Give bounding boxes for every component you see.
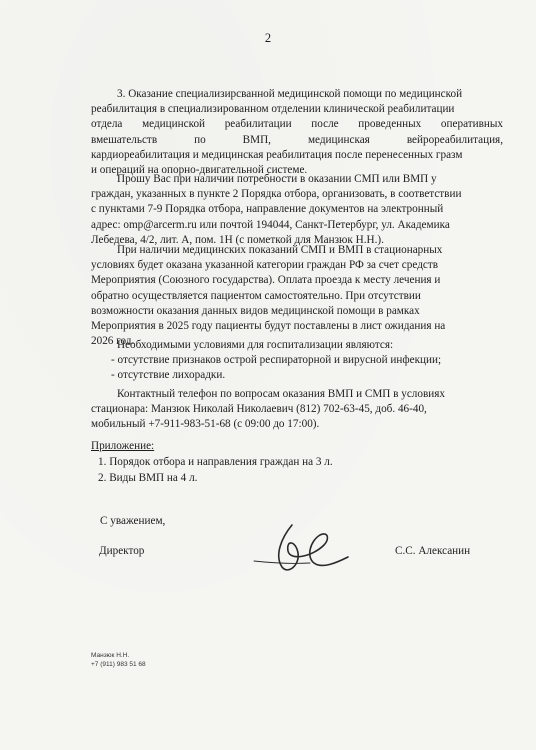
text-line: Мероприятия в 2025 году пациенты будут поставлены в лист ожидания на (91, 320, 446, 333)
page-number: 2 (264, 31, 272, 45)
text-line: Контактный телефон по вопросам оказания ВМП и СМП в условиях (117, 388, 445, 400)
handwritten-signature (252, 517, 352, 575)
hospitalization-conditions (91, 338, 503, 384)
text-line: вмешательств по ВМП, медицинская вейрореабилитация, (91, 133, 503, 146)
email-address-line: адрес: omp@arcerm.ru или почтой 194044, Санкт-Петербург, ул. Академика (91, 218, 450, 231)
text-line: с пунктами 7-9 Порядка отбора, направление документов на электронный (91, 203, 444, 216)
executor-name: Манзюк Н.Н. (91, 652, 130, 659)
hospitalization-heading: Необходимыми условиями для госпитализации являются: (117, 339, 394, 351)
text-line: 3. Оказание специализирсванной медицинской помощи по медицинской (117, 88, 463, 100)
director-label: Директор (99, 545, 145, 557)
closing-salutation: С уважением, (100, 515, 166, 527)
text-line: Лебедева, 4/2, лит. А, пом. 1Н (с пометкой для Манзюк Н.Н.). (91, 233, 384, 246)
text-line: кардиореабилитация и медицинская реабилитация после перенесенных грaзм (91, 148, 463, 161)
text-line: При наличии медицинских показаний СМП и ВМП в стационарных (117, 244, 443, 256)
attachment-item: 2. Виды ВМП на 4 л. (98, 471, 198, 484)
attachments-block (91, 439, 333, 486)
paragraph-contact (91, 387, 503, 433)
text-line: Мероприятия (Союзного государства). Оплата проезда к месту лечения и (91, 274, 441, 287)
paragraph-specialized-care (91, 87, 503, 178)
paragraph-request (91, 172, 503, 248)
text-line: и операций на опорно-двигательной системе. (91, 164, 308, 177)
text-line: 2026 год. (91, 335, 135, 348)
text-line: Прошу Вас при наличии потребности в оказании СМП или ВМП у (117, 173, 437, 185)
attachment-item: 1. Порядок отбора и направления граждан на 3 л. (98, 455, 333, 468)
text-line: мобильный +7-911-983-51-68 (с 09:00 до 17:00). (91, 418, 320, 431)
executor-phone: +7 (911) 983 51 68 (91, 661, 146, 668)
condition-item: - отсутствие признаков острой респираторной и вирусной инфекции; (111, 354, 442, 367)
signer-name: С.С. Алексанин (395, 545, 471, 557)
text-line: отдела медицинской реабилитации после проведенных оперативных (91, 118, 503, 131)
text-line: реабилитация в специализированном отделении клинической реабилитации (91, 103, 455, 116)
paragraph-conditions (91, 243, 503, 349)
executor-footer (91, 651, 146, 669)
attachments-heading: Приложение: (91, 440, 155, 452)
text-line: возможности оказания данных видов медицинской помощи в рамках (91, 304, 420, 317)
text-line: обратно осуществляется пациентом самостоятельно. При отсутствии (91, 289, 421, 302)
condition-item: - отсутствие лихорадки. (111, 369, 226, 382)
text-line: граждан, указанных в пункте 2 Порядка отбора, организовать, в соответствии (91, 188, 462, 201)
text-line: условиях будет оказана указанной категории граждан РФ за счет средств (91, 259, 439, 272)
text-line: стационара: Манзюк Николай Николаевич (812) 702-63-45, доб. 46-40, (91, 403, 427, 416)
